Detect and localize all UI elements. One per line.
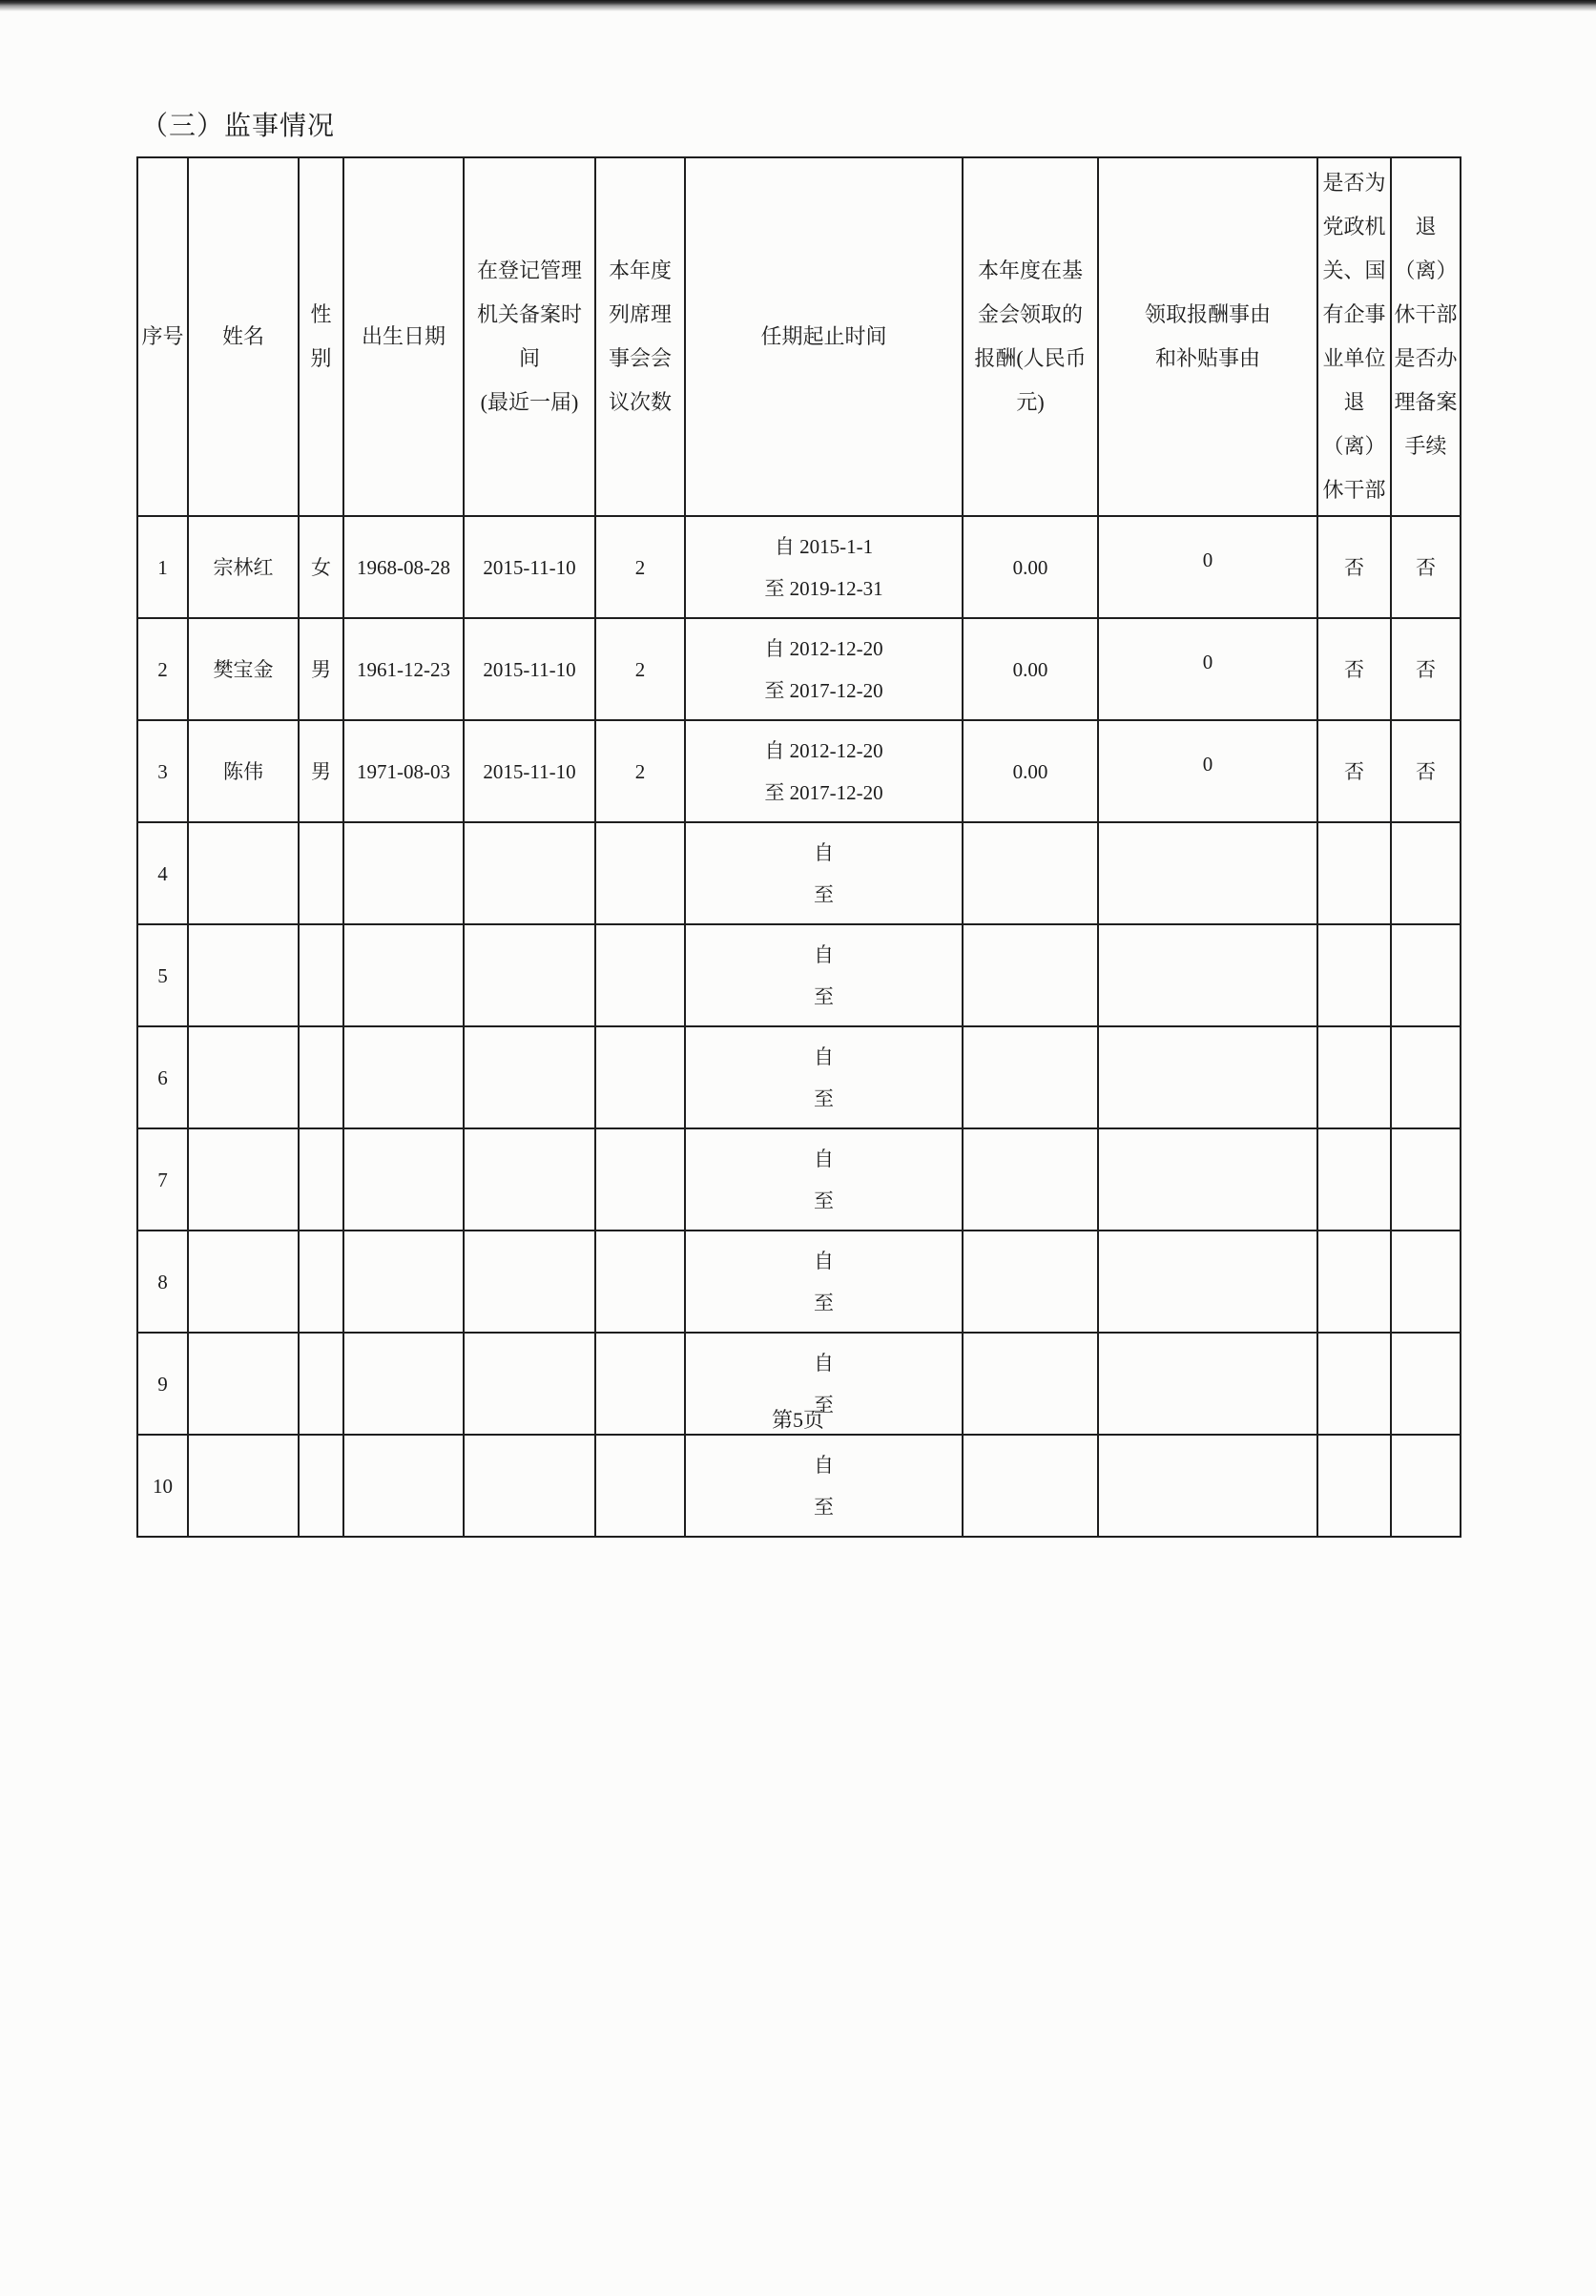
table-row [137, 1231, 1461, 1333]
remuneration-cell [963, 1435, 1098, 1537]
table-row [137, 516, 1461, 618]
retired-cadre-flag-cell [1317, 1231, 1391, 1333]
section-title: （三）监事情况 [141, 112, 336, 141]
retired-cadre-flag-cell [1317, 1128, 1391, 1231]
term-period-cell [685, 924, 963, 1026]
term-period-cell [685, 1435, 963, 1537]
filing-status-cell [1391, 1128, 1461, 1231]
term-end: 至 [814, 882, 834, 906]
filing-status-cell [1391, 1435, 1461, 1537]
scan-border [0, 0, 1596, 11]
row-number-cell: 4 [137, 822, 188, 924]
supervisor-name-cell [188, 1128, 299, 1231]
meeting-count-cell [595, 1231, 685, 1333]
remuneration-cell: 0.00 [963, 516, 1098, 618]
supervisors-table [136, 156, 1461, 1538]
term-start: 自 2015-1-1 [774, 534, 874, 558]
filing-date-cell [464, 1435, 595, 1537]
meeting-count-cell [595, 1026, 685, 1128]
header-remuneration: 本年度在基 金会领取的 报酬(人民币 元) [963, 157, 1098, 516]
remuneration-reason-cell: 0 [1098, 516, 1317, 618]
term-period-cell [685, 516, 963, 618]
birth-date-cell [343, 822, 464, 924]
table-row [137, 924, 1461, 1026]
term-end: 至 2017-12-20 [764, 678, 883, 702]
remuneration-reason-cell [1098, 1231, 1317, 1333]
gender-cell [299, 1128, 343, 1231]
header-remuneration-reason: 领取报酬事由 和补贴事由 [1098, 157, 1317, 516]
supervisor-name-cell [188, 822, 299, 924]
filing-status-cell [1391, 822, 1461, 924]
remuneration-cell [963, 1231, 1098, 1333]
filing-status-cell: 否 [1391, 618, 1461, 720]
row-number-cell: 2 [137, 618, 188, 720]
remuneration-cell [963, 924, 1098, 1026]
header-filing-date: 在登记管理 机关备案时 间 (最近一届) [464, 157, 595, 516]
supervisor-name-cell [188, 924, 299, 1026]
term-end: 至 [814, 1291, 834, 1314]
remuneration-reason-cell [1098, 1026, 1317, 1128]
table-row [137, 822, 1461, 924]
retired-cadre-flag-cell: 否 [1317, 618, 1391, 720]
header-retired-cadre-flag: 是否为 党政机 关、国 有企事 业单位 退 （离） 休干部 [1317, 157, 1391, 516]
meeting-count-cell [595, 924, 685, 1026]
term-period-cell [685, 720, 963, 822]
page-number: 第5页 [771, 1408, 824, 1432]
gender-cell: 女 [299, 516, 343, 618]
filing-date-cell: 2015-11-10 [464, 720, 595, 822]
retired-cadre-flag-cell: 否 [1317, 516, 1391, 618]
filing-date-cell [464, 822, 595, 924]
filing-date-cell: 2015-11-10 [464, 618, 595, 720]
row-number-cell: 10 [137, 1435, 188, 1537]
remuneration-reason-cell [1098, 822, 1317, 924]
term-end: 至 [814, 1086, 834, 1110]
term-start: 自 [814, 1045, 834, 1068]
header-term-period: 任期起止时间 [685, 157, 963, 516]
term-start: 自 [814, 1351, 834, 1375]
row-number-cell: 8 [137, 1231, 188, 1333]
term-start: 自 [814, 840, 834, 864]
gender-cell [299, 1026, 343, 1128]
remuneration-cell: 0.00 [963, 720, 1098, 822]
gender-cell [299, 1435, 343, 1537]
remuneration-cell [963, 1128, 1098, 1231]
term-end: 至 [814, 1393, 834, 1417]
gender-cell: 男 [299, 618, 343, 720]
remuneration-cell [963, 822, 1098, 924]
gender-cell [299, 924, 343, 1026]
remuneration-cell: 0.00 [963, 618, 1098, 720]
term-start: 自 [814, 1147, 834, 1170]
meeting-count-cell [595, 1128, 685, 1231]
retired-cadre-flag-cell: 否 [1317, 720, 1391, 822]
row-number-cell: 1 [137, 516, 188, 618]
filing-status-cell [1391, 1231, 1461, 1333]
row-number-cell: 7 [137, 1128, 188, 1231]
header-filing-status: 退 （离） 休干部 是否办 理备案 手续 [1391, 157, 1461, 516]
term-period-cell [685, 822, 963, 924]
gender-cell [299, 1231, 343, 1333]
header-name: 姓名 [188, 157, 299, 516]
supervisor-name-cell [188, 1435, 299, 1537]
table-body [137, 516, 1461, 1537]
supervisor-name-cell [188, 1026, 299, 1128]
birth-date-cell: 1961-12-23 [343, 618, 464, 720]
remuneration-reason-cell [1098, 1128, 1317, 1231]
term-start: 自 2012-12-20 [764, 636, 883, 660]
term-end: 至 [814, 1495, 834, 1519]
remuneration-reason-cell [1098, 1435, 1317, 1537]
supervisor-name-cell: 陈伟 [188, 720, 299, 822]
remuneration-reason-cell [1098, 924, 1317, 1026]
table-row [137, 618, 1461, 720]
table-row [137, 1128, 1461, 1231]
gender-cell: 男 [299, 720, 343, 822]
term-end: 至 2017-12-20 [764, 780, 883, 804]
birth-date-cell [343, 1026, 464, 1128]
remuneration-reason-cell: 0 [1098, 618, 1317, 720]
birth-date-cell [343, 1231, 464, 1333]
filing-date-cell: 2015-11-10 [464, 516, 595, 618]
filing-status-cell [1391, 924, 1461, 1026]
supervisor-name-cell: 樊宝金 [188, 618, 299, 720]
filing-status-cell: 否 [1391, 516, 1461, 618]
table-row [137, 720, 1461, 822]
filing-date-cell [464, 1231, 595, 1333]
header-birth-date: 出生日期 [343, 157, 464, 516]
row-number-cell: 6 [137, 1026, 188, 1128]
filing-status-cell: 否 [1391, 720, 1461, 822]
term-period-cell [685, 1231, 963, 1333]
header-row [137, 157, 1461, 516]
header-meeting-count: 本年度 列席理 事会会 议次数 [595, 157, 685, 516]
header-gender: 性 别 [299, 157, 343, 516]
birth-date-cell: 1971-08-03 [343, 720, 464, 822]
remuneration-reason-cell: 0 [1098, 720, 1317, 822]
birth-date-cell [343, 1435, 464, 1537]
gender-cell [299, 822, 343, 924]
filing-date-cell [464, 924, 595, 1026]
term-start: 自 [814, 1453, 834, 1477]
birth-date-cell: 1968-08-28 [343, 516, 464, 618]
meeting-count-cell: 2 [595, 516, 685, 618]
meeting-count-cell [595, 822, 685, 924]
term-end: 至 [814, 1189, 834, 1212]
term-period-cell [685, 1128, 963, 1231]
meeting-count-cell: 2 [595, 618, 685, 720]
retired-cadre-flag-cell [1317, 924, 1391, 1026]
filing-date-cell [464, 1026, 595, 1128]
meeting-count-cell: 2 [595, 720, 685, 822]
term-start: 自 2012-12-20 [764, 738, 883, 762]
birth-date-cell [343, 1128, 464, 1231]
supervisor-name-cell [188, 1231, 299, 1333]
table-row [137, 1435, 1461, 1537]
meeting-count-cell [595, 1435, 685, 1537]
term-start: 自 [814, 942, 834, 966]
term-period-cell [685, 1026, 963, 1128]
header-row-number: 序号 [137, 157, 188, 516]
term-start: 自 [814, 1249, 834, 1272]
row-number-cell: 3 [137, 720, 188, 822]
birth-date-cell [343, 924, 464, 1026]
table-header [137, 157, 1461, 516]
row-number-cell: 9 [137, 1333, 188, 1435]
remuneration-cell [963, 1026, 1098, 1128]
row-number-cell: 5 [137, 924, 188, 1026]
table-row [137, 1026, 1461, 1128]
retired-cadre-flag-cell [1317, 1026, 1391, 1128]
term-period-cell [685, 618, 963, 720]
filing-status-cell [1391, 1026, 1461, 1128]
supervisor-name-cell: 宗林红 [188, 516, 299, 618]
retired-cadre-flag-cell [1317, 822, 1391, 924]
filing-date-cell [464, 1128, 595, 1231]
term-end: 至 [814, 984, 834, 1008]
term-end: 至 2019-12-31 [764, 576, 883, 600]
retired-cadre-flag-cell [1317, 1435, 1391, 1537]
